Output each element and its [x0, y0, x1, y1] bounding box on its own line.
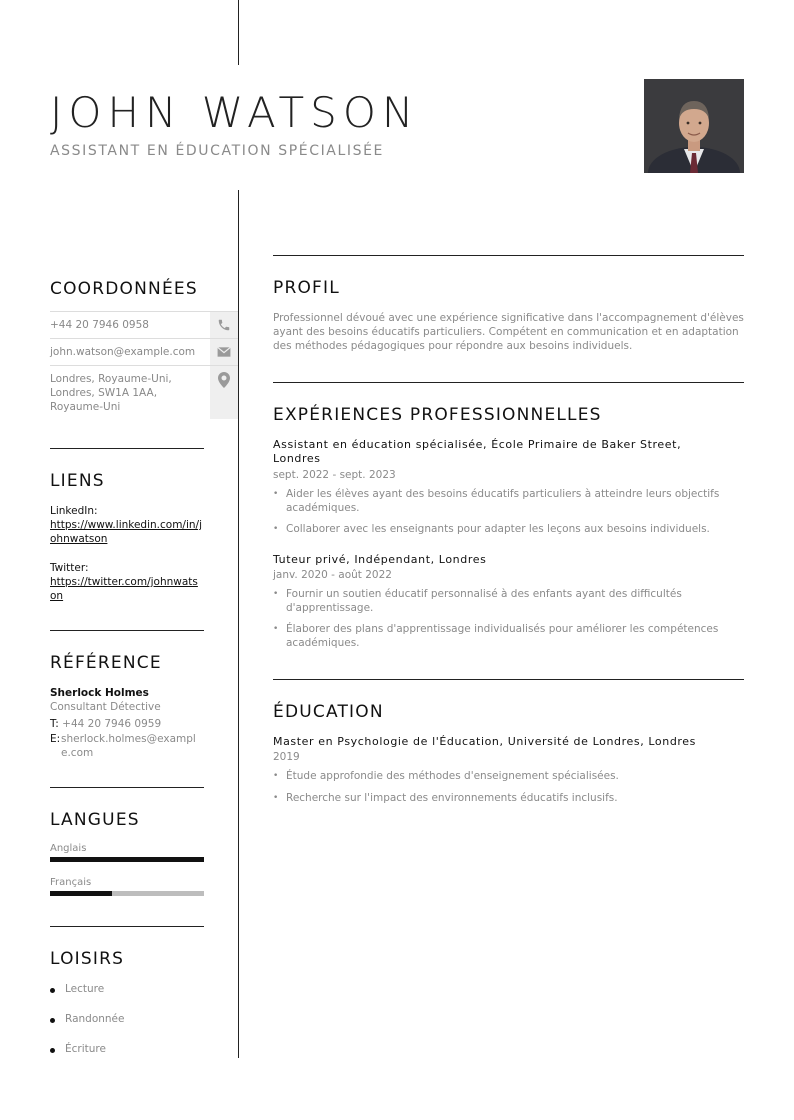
twitter-label: Twitter:: [50, 562, 89, 574]
contact-phone-row: [50, 311, 238, 338]
reference-phone-label: T:: [50, 718, 59, 730]
profile-photo: [644, 79, 744, 173]
hobbies-heading: LOISIRS: [50, 949, 125, 969]
education-heading: ÉDUCATION: [273, 702, 384, 722]
bullet-dot: [50, 1018, 55, 1023]
experience-heading: EXPÉRIENCES PROFESSIONNELLES: [273, 405, 602, 425]
job-dates: sept. 2022 - sept. 2023: [273, 469, 396, 481]
experience-item: [273, 553, 744, 650]
contact-email-row: [50, 338, 238, 365]
reference-phone-line: [50, 717, 204, 731]
contact-heading: COORDONNÉES: [50, 279, 198, 299]
profile-text: Professionnel dévoué avec une expérience significative dans l'accompagnement d'élèves ayant des besoins éducatifs particuliers. Compétent en communication et en adaptation des méthodes pédagogiques pour répondre aux besoins individuels.: [273, 312, 744, 352]
bullet-dot: [50, 1048, 55, 1053]
envelope-icon: [210, 339, 238, 365]
job-dates: janv. 2020 - août 2022: [273, 569, 392, 581]
language-item: [50, 843, 204, 862]
twitter-link[interactable]: https://twitter.com/johnwatson: [50, 576, 198, 602]
experience-item: [273, 438, 744, 536]
languages-heading: LANGUES: [50, 810, 140, 830]
education-item: [273, 735, 744, 805]
job-bullet: • Aider les élèves ayant des besoins éducatifs particuliers à atteindre leurs objectifs académiques.: [273, 487, 728, 515]
divider: [273, 382, 744, 383]
reference-email: sherlock.holmes@example.com: [61, 733, 196, 759]
education-bullet: • Recherche sur l'impact des environnements éducatifs inclusifs.: [273, 791, 744, 805]
contact-address-row: [50, 365, 238, 419]
divider: [50, 630, 204, 631]
phone-icon: [210, 312, 238, 338]
divider: [50, 787, 204, 788]
language-name: Anglais: [50, 843, 87, 854]
language-item: [50, 877, 204, 896]
reference-heading: RÉFÉRENCE: [50, 653, 162, 673]
contact-phone: +44 20 7946 0958: [50, 319, 149, 331]
linkedin-link[interactable]: https://www.linkedin.com/in/johnwatson: [50, 519, 202, 545]
divider: [273, 679, 744, 680]
bullet-dot: [50, 988, 55, 993]
job-bullet: • Fournir un soutien éducatif personnalisé à des enfants ayant des difficultés d'apprentissage.: [273, 587, 728, 615]
contact-email: john.watson@example.com: [50, 346, 196, 358]
reference-email-label: E:: [50, 733, 61, 745]
job-bullet: • Collaborer avec les enseignants pour adapter les leçons aux besoins individuels.: [273, 522, 728, 536]
language-name: Français: [50, 877, 92, 888]
degree-year: 2019: [273, 751, 300, 763]
divider: [273, 255, 744, 256]
candidate-title: ASSISTANT EN ÉDUCATION SPÉCIALISÉE: [50, 143, 384, 159]
divider: [50, 926, 204, 927]
top-vertical-rule: [238, 0, 239, 65]
candidate-name: JOHN WATSON: [50, 88, 420, 137]
reference-phone: +44 20 7946 0959: [62, 718, 162, 730]
profile-heading: PROFIL: [273, 278, 340, 298]
divider: [50, 448, 204, 449]
language-level-bar: [50, 891, 204, 896]
education-bullet: • Étude approfondie des méthodes d'enseignement spécialisées.: [273, 769, 744, 783]
column-divider: [238, 190, 239, 1058]
map-pin-icon: [210, 366, 238, 419]
links-heading: LIENS: [50, 471, 105, 491]
job-title: Assistant en éducation spécialisée, École Primaire de Baker Street, Londres: [273, 438, 682, 465]
contact-address: Londres, Royaume-Uni, Londres, SW1A 1AA, Royaume-Uni: [50, 373, 172, 413]
language-level-bar: [50, 857, 204, 862]
job-title: Tuteur privé, Indépendant, Londres: [273, 553, 487, 566]
reference-name: Sherlock Holmes: [50, 687, 149, 699]
job-bullet: • Élaborer des plans d'apprentissage individualisés pour améliorer les compétences académiques.: [273, 622, 728, 650]
linkedin-label: LinkedIn:: [50, 505, 98, 517]
degree-title: Master en Psychologie de l'Éducation, Université de Londres, Londres: [273, 735, 696, 748]
reference-role: Consultant Détective: [50, 701, 161, 713]
